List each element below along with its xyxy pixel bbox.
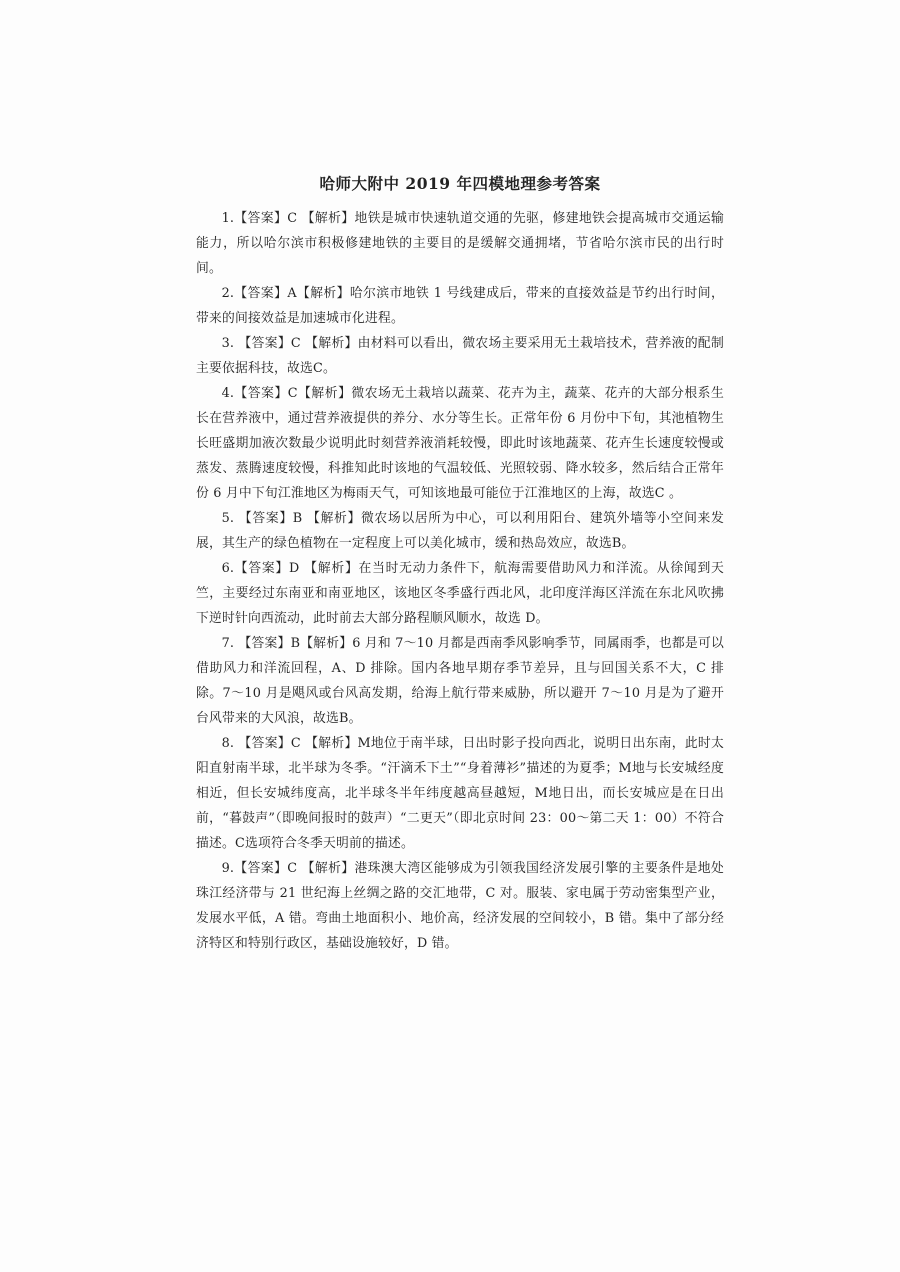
answer-item-9: 9.【答案】C 【解析】港珠澳大湾区能够成为引领我国经济发展引擎的主要条件是地处珠江经济带与 21 世纪海上丝绸之路的交汇地带，C 对。服装、家电属于劳动密集型产业，发展水平低，A 错。弯曲土地面积小、地价高，经济发展的空间较小，B 错。集中了部分经济特区和特别行政区，基础设施较好，D 错。: [196, 861, 724, 951]
answer-content: [196, 172, 724, 956]
answer-item-1: 1.【答案】C 【解析】地铁是城市快速轨道交通的先驱，修建地铁会提高城市交通运输能力，所以哈尔滨市积极修建地铁的主要目的是缓解交通拥堵，节省哈尔滨市民的出行时间。: [196, 211, 724, 276]
answer-item-7: 7. 【答案】B【解析】6 月和 7～10 月都是西南季风影响季节，同属雨季，也都是可以借助风力和洋流回程，A、D 排除。国内各地早期存季节差异，且与回国关系不大，C 排除。7～10 月是飓风或台风高发期，给海上航行带来威胁，所以避开 7～10 月是为了避开台风带来的大风浪，故选B。: [196, 636, 724, 726]
page-title: 哈师大附中 2019 年四模地理参考答案: [319, 174, 601, 193]
answer-item-2: 2.【答案】A【解析】哈尔滨市地铁 1 号线建成后，带来的直接效益是节约出行时间，带来的间接效益是加速城市化进程。: [196, 286, 724, 326]
answer-item-6: 6.【答案】D 【解析】在当时无动力条件下，航海需要借助风力和洋流。从徐闻到天竺，主要经过东南亚和南亚地区，该地区冬季盛行西北风，北印度洋海区洋流在东北风吹拂下逆时针向西流动，此时前去大部分路程顺风顺水，故选 D。: [196, 561, 724, 626]
answer-item-5: 5. 【答案】B 【解析】微农场以居所为中心，可以利用阳台、建筑外墙等小空间来发展，其生产的绿色植物在一定程度上可以美化城市，缓和热岛效应，故选B。: [196, 511, 724, 551]
answer-item-8: 8. 【答案】C 【解析】M地位于南半球，日出时影子投向西北，说明日出东南，此时太阳直射南半球，北半球为冬季。“汗滴禾下土”“身着薄衫”描述的为夏季；M地与长安城经度相近，但长安城纬度高，北半球冬半年纬度越高昼越短，M地日出，而长安城应是在日出前，“暮鼓声”（即晚间报时的鼓声）“二更天”（即北京时间 23：00～第二天 1：00）不符合描述。C选项符合冬季天明前的描述。: [196, 736, 724, 851]
answer-item-4: 4.【答案】C【解析】微农场无土栽培以蔬菜、花卉为主，蔬菜、花卉的大部分根系生长在营养液中，通过营养液提供的养分、水分等生长。正常年份 6 月份中下旬，其池植物生长旺盛期加液次数最少说明此时刻营养液消耗较慢，即此时该地蔬菜、花卉生长速度较慢或蒸发、蒸腾速度较慢，科推知此时该地的气温较低、光照较弱、降水较多，然后结合正常年份 6 月中下旬江淮地区为梅雨天气，可知该地最可能位于江淮地区的上海，故选C 。: [196, 386, 724, 501]
answer-item-3: 3. 【答案】C 【解析】由材料可以看出，微农场主要采用无土栽培技术，营养液的配制主要依据科技，故选C。: [196, 336, 724, 376]
